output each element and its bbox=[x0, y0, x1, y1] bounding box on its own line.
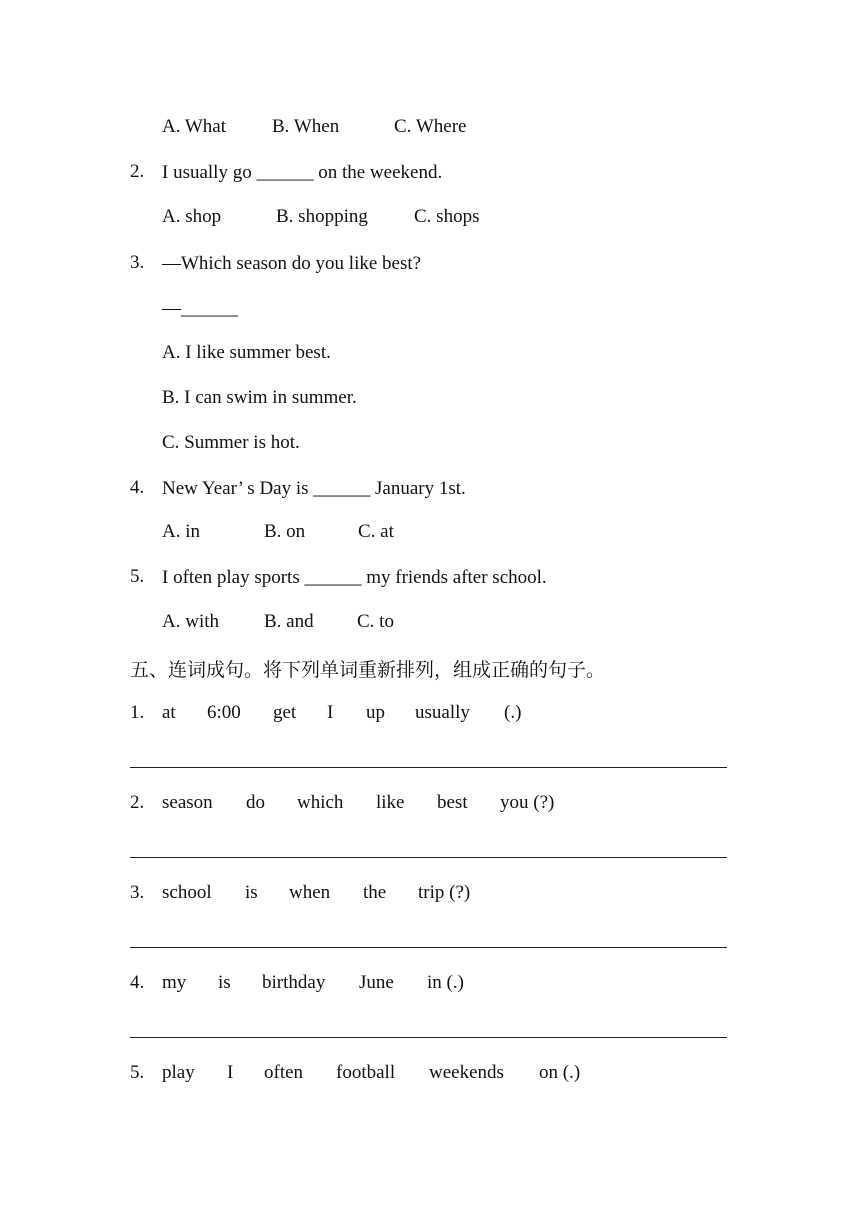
word: is bbox=[245, 882, 258, 903]
option-b: B. and bbox=[264, 611, 314, 632]
option-a: A. shop bbox=[162, 206, 222, 227]
question-text: New Year’ s Day is ______ January 1st. bbox=[162, 478, 466, 499]
word: 6:00 bbox=[207, 702, 241, 723]
word: football bbox=[336, 1062, 396, 1083]
word: weekends bbox=[429, 1062, 504, 1083]
question-text: I often play sports ______ my friends after school. bbox=[162, 567, 547, 588]
answer-line bbox=[130, 767, 727, 768]
word: (.) bbox=[504, 702, 522, 723]
option-c: C. Where bbox=[394, 116, 467, 137]
word: play bbox=[162, 1062, 195, 1083]
word: on (.) bbox=[539, 1062, 581, 1083]
answer-line bbox=[130, 857, 727, 858]
option-c: C. to bbox=[357, 611, 394, 632]
option-a: A. I like summer best. bbox=[162, 342, 331, 363]
item-number: 3. bbox=[130, 882, 145, 903]
item-number: 2. bbox=[130, 792, 145, 813]
option-b: B. I can swim in summer. bbox=[162, 387, 357, 408]
word: the bbox=[363, 882, 387, 903]
word: best bbox=[437, 792, 468, 813]
word: often bbox=[264, 1062, 304, 1083]
item-number: 5. bbox=[130, 1062, 145, 1083]
word: season bbox=[162, 792, 213, 813]
word: trip (?) bbox=[418, 882, 471, 903]
question-text: I usually go ______ on the weekend. bbox=[162, 162, 443, 183]
word: I bbox=[227, 1062, 234, 1083]
question-number: 4. bbox=[130, 477, 145, 498]
word: June bbox=[359, 972, 394, 993]
word: do bbox=[246, 792, 265, 813]
option-b: B. on bbox=[264, 521, 306, 542]
answer-line bbox=[130, 947, 727, 948]
option-c: C. shops bbox=[414, 206, 480, 227]
question-number: 5. bbox=[130, 566, 145, 587]
option-c: C. at bbox=[358, 521, 394, 542]
word: up bbox=[366, 702, 385, 723]
question-number: 2. bbox=[130, 161, 145, 182]
item-number: 4. bbox=[130, 972, 145, 993]
option-b: B. When bbox=[272, 116, 340, 137]
word: you (?) bbox=[500, 792, 555, 813]
question-number: 3. bbox=[130, 252, 145, 273]
word: I bbox=[327, 702, 334, 723]
word: when bbox=[289, 882, 331, 903]
answer-line bbox=[130, 1037, 727, 1038]
option-b: B. shopping bbox=[276, 206, 368, 227]
word: usually bbox=[415, 702, 470, 723]
option-a: A. in bbox=[162, 521, 200, 542]
item-number: 1. bbox=[130, 702, 145, 723]
word: which bbox=[297, 792, 344, 813]
option-c: C. Summer is hot. bbox=[162, 432, 300, 453]
word: like bbox=[376, 792, 405, 813]
word: school bbox=[162, 882, 212, 903]
option-a: A. What bbox=[162, 116, 227, 137]
option-a: A. with bbox=[162, 611, 219, 632]
word: is bbox=[218, 972, 231, 993]
word: get bbox=[273, 702, 297, 723]
section-heading: 五、连词成句。将下列单词重新排列，组成正确的句子。 bbox=[130, 659, 606, 681]
question-text: —Which season do you like best? bbox=[162, 253, 422, 274]
word: my bbox=[162, 972, 187, 993]
word: in (.) bbox=[427, 972, 464, 993]
answer-line: —______ bbox=[162, 298, 238, 319]
word: at bbox=[162, 702, 176, 723]
word: birthday bbox=[262, 972, 326, 993]
